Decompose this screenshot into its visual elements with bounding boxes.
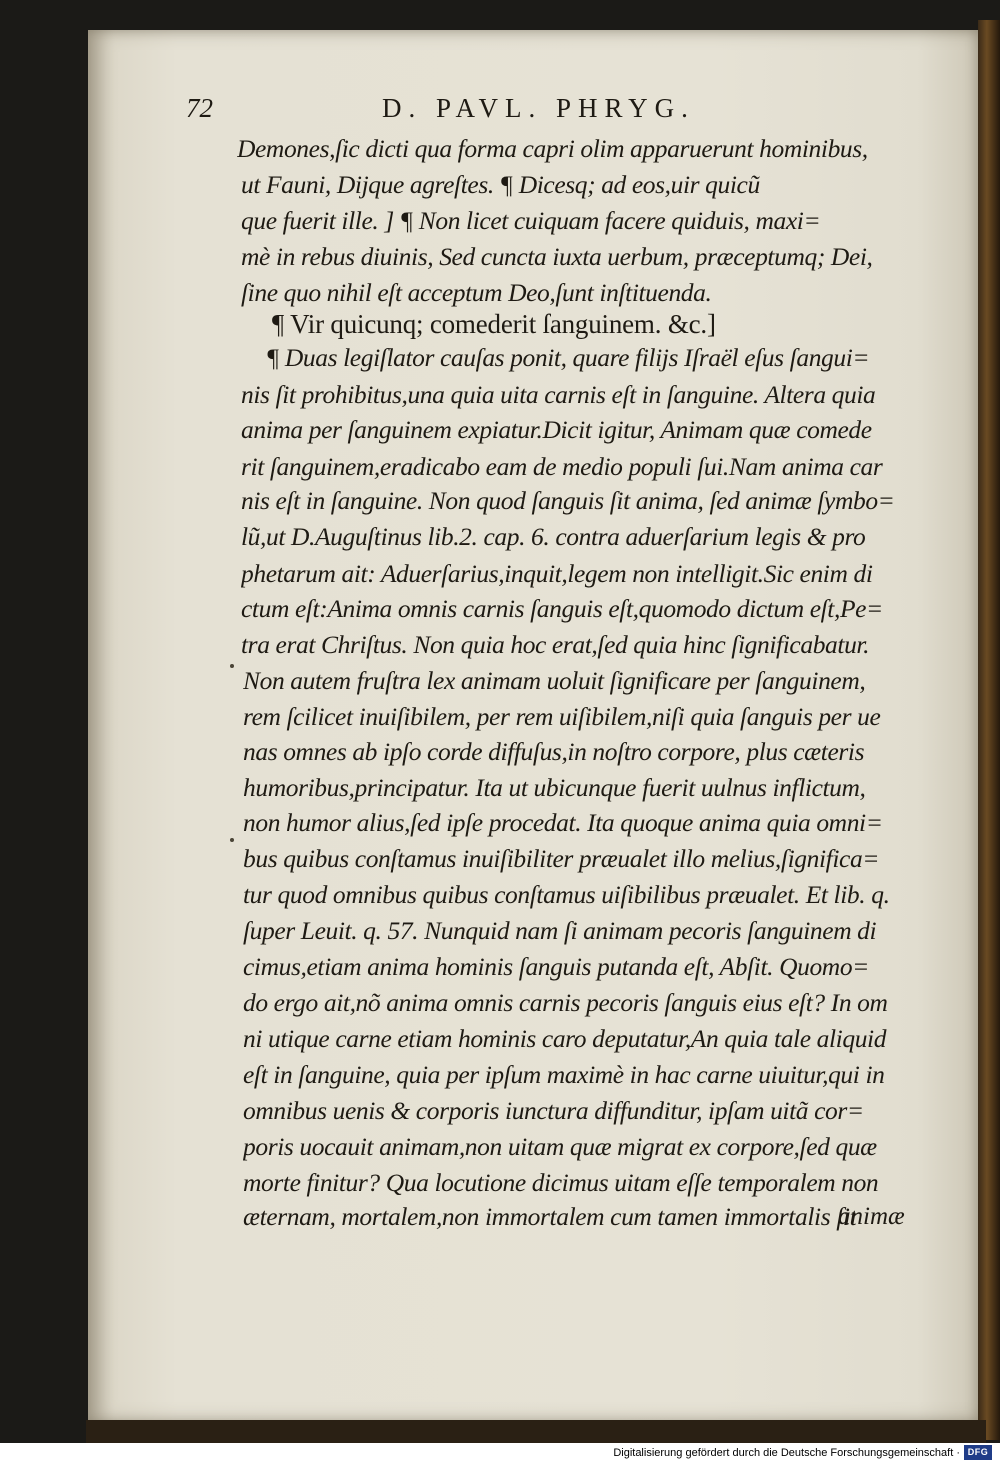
text-line: tra erat Chriſtus. Non quia hoc erat,ſed quia hinc ſignificabatur.	[241, 630, 870, 659]
text-line: cimus,etiam anima hominis ſanguis putanda eſt, Abſit. Quomo=	[243, 952, 869, 981]
text-line: nis eſt in ſanguine. Non quod ſanguis ſit anima, ſed animæ ſymbo=	[241, 486, 895, 515]
text-line: Demones,ſic dicti qua forma capri olim apparuerunt hominibus,	[237, 134, 868, 163]
text-line: do ergo ait,nõ anima omnis carnis pecoris ſanguis eius eſt? In om	[243, 988, 888, 1017]
text-line: bus quibus conſtamus inuiſibiliter præualet illo melius,ſignifica=	[243, 844, 880, 873]
running-title: D. PAVL. PHRYG.	[382, 93, 695, 123]
margin-mark	[230, 838, 234, 842]
text-line: rem ſcilicet inuiſibilem, per rem uiſibilem,niſi quia ſanguis per ue	[243, 702, 881, 731]
catchword: animæ	[838, 1203, 905, 1230]
text-line: omnibus uenis & corporis iunctura diffunditur, ipſam uitã cor=	[243, 1096, 864, 1125]
text-line: nas omnes ab ipſo corde diffuſus,in noſtro corpore, plus cæteris	[243, 737, 865, 766]
margin-mark	[230, 664, 234, 668]
text-line: tur quod omnibus quibus conſtamus uiſibilibus præualet. Et lib. q.	[243, 880, 890, 909]
footer-bar	[0, 1443, 1000, 1463]
running-head	[186, 88, 906, 128]
text-line: humoribus,principatur. Ita ut ubicunque fuerit uulnus inflictum,	[243, 773, 866, 802]
text-line: eſt in ſanguine, quia per ipſum maximè in hac carne uiuitur,qui in	[243, 1060, 885, 1089]
book-bottom-edge	[86, 1420, 986, 1443]
text-line: lũ,ut D.Auguſtinus lib.2. cap. 6. contra aduerſarium legis & pro	[241, 522, 866, 551]
text-line: morte finitur? Qua locutione dicimus uitam eſſe temporalem non	[243, 1168, 879, 1197]
text-line: mè in rebus diuinis, Sed cuncta iuxta uerbum, præceptumq; Dei,	[241, 242, 873, 271]
text-line: ut Fauni, Dijque agreſtes. ¶ Dicesq; ad eos,uir quicũ	[241, 170, 760, 199]
text-line: ctum eſt:Anima omnis carnis ſanguis eſt,quomodo dictum eſt,Pe=	[241, 594, 883, 623]
page-number: 72	[186, 93, 213, 123]
text-line: phetarum ait: Aduerſarius,inquit,legem non intelligit.Sic enim di	[241, 559, 873, 588]
text-line: ¶ Vir quicunq; comederit ſanguinem. &c.]	[272, 309, 716, 339]
text-line: nis ſit prohibitus,una quia uita carnis eſt in ſanguine. Altera quia	[241, 380, 876, 409]
text-line: rit ſanguinem,eradicabo eam de medio populi ſui.Nam anima car	[241, 452, 883, 481]
text-line: anima per ſanguinem expiatur.Dicit igitur, Animam quæ comede	[241, 415, 872, 444]
footer-credit: Digitalisierung gefördert durch die Deutsche Forschungsgemeinschaft ·	[613, 1447, 960, 1459]
text-line: non humor alius,ſed ipſe procedat. Ita quoque anima quia omni=	[243, 808, 883, 837]
book-spine-edge	[978, 20, 1000, 1440]
text-line: Non autem fruſtra lex animam uoluit ſignificare per ſanguinem,	[243, 666, 866, 695]
text-line: ¶ Duas legiſlator cauſas ponit, quare filijs Iſraël eſus ſangui=	[266, 343, 870, 372]
text-line: æternam, mortalem,non immortalem cum tamen immortalis ſit	[243, 1202, 857, 1231]
text-line: ſine quo nihil eſt acceptum Deo,ſunt inſtituenda.	[241, 278, 712, 307]
text-line: ni utique carne etiam hominis caro deputatur,An quia tale aliquid	[243, 1024, 887, 1053]
text-line: poris uocauit animam,non uitam quæ migrat ex corpore,ſed quæ	[243, 1132, 877, 1161]
dfg-logo: DFG	[964, 1445, 992, 1460]
text-line: que fuerit ille. ] ¶ Non licet cuiquam facere quiduis, maxi=	[241, 206, 821, 235]
text-line: ſuper Leuit. q. 57. Nunquid nam ſi animam pecoris ſanguinem di	[243, 916, 877, 945]
